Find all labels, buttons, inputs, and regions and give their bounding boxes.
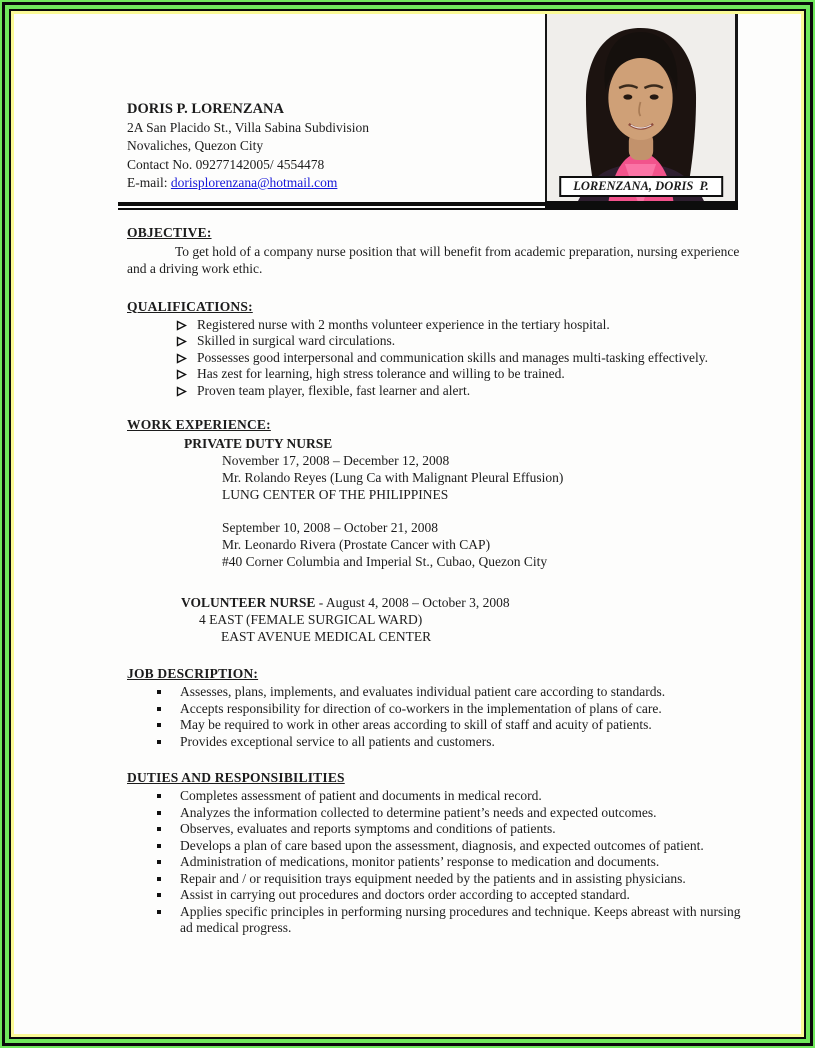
qualifications-list [127, 317, 743, 400]
square-bullet-icon [157, 887, 180, 904]
square-bullet-icon [157, 788, 180, 805]
duty-text: Analyzes the information collected to determine patient’s needs and expected outcomes. [180, 804, 657, 820]
square-bullet-icon [157, 734, 180, 751]
list-item [127, 734, 743, 751]
job-description-text: May be required to work in other areas according to skill of staff and acuity of patients. [180, 717, 652, 732]
list-item [127, 350, 743, 367]
contact-number: Contact No. 09277142005/ 4554478 [127, 156, 325, 172]
volunteer-title: VOLUNTEER NURSE [181, 595, 316, 610]
volunteer-dates: - August 4, 2008 – October 3, 2008 [315, 595, 510, 610]
list-item [127, 333, 743, 350]
email-link[interactable]: dorisplorenzana@hotmail.com [170, 175, 338, 190]
arrow-bullet-icon [176, 383, 197, 400]
qualification-text: Proven team player, flexible, fast learner and alert. [197, 382, 471, 398]
entry-location: #40 Corner Columbia and Imperial St., Cubao, Quezon City [222, 554, 548, 569]
qualification-text: Possesses good interpersonal and communication skills and manages multi-tasking effectively. [197, 349, 709, 365]
entry-location: LUNG CENTER OF THE PHILIPPINES [222, 487, 449, 502]
duty-text: Repair and / or requisition trays equipment needed by the patients and in assisting physicians. [180, 870, 686, 886]
applicant-name: DORIS P. LORENZANA [127, 101, 284, 117]
duty-text: Completes assessment of patient and documents in medical record. [180, 788, 542, 803]
photo-name-caption: LORENZANA, DORIS P. [559, 176, 723, 197]
list-item [127, 701, 743, 718]
work-experience-heading: WORK EXPERIENCE: [127, 417, 271, 432]
list-item [127, 904, 743, 937]
entry-dates: November 17, 2008 – December 12, 2008 [222, 453, 450, 468]
duties-heading: DUTIES AND RESPONSIBILITIES [127, 770, 345, 785]
applicant-photo [545, 14, 738, 210]
list-item [127, 317, 743, 334]
section-objective [127, 225, 743, 277]
job-description-heading: JOB DESCRIPTION: [127, 666, 259, 681]
square-bullet-icon [157, 684, 180, 701]
address-line-1: 2A San Placido St., Villa Sabina Subdivision [127, 119, 369, 135]
address-line-2: Novaliches, Quezon City [127, 138, 264, 153]
work-entry [222, 452, 743, 503]
email-label: E-mail: [127, 175, 171, 190]
square-bullet-icon [157, 838, 180, 855]
objective-text: To get hold of a company nurse position that will benefit from academic preparation, nursing experience and a driving work ethic. [127, 243, 740, 276]
list-item [127, 871, 743, 888]
job-title-private-duty-nurse: PRIVATE DUTY NURSE [184, 436, 333, 451]
list-item [127, 887, 743, 904]
list-item [127, 854, 743, 871]
duty-text: Assist in carrying out procedures and doctors order according to accepted standard. [180, 887, 630, 902]
objective-heading: OBJECTIVE: [127, 224, 212, 240]
list-item [127, 383, 743, 400]
arrow-bullet-icon [176, 366, 197, 383]
photo-frame-bottom-bar [545, 201, 738, 210]
square-bullet-icon [157, 821, 180, 838]
square-bullet-icon [157, 904, 180, 937]
square-bullet-icon [157, 854, 180, 871]
entry-dates: September 10, 2008 – October 21, 2008 [222, 520, 438, 535]
entry-ward: 4 EAST (FEMALE SURGICAL WARD) [199, 612, 423, 627]
duties-list [127, 788, 743, 937]
resume-body [127, 225, 743, 937]
list-item [127, 717, 743, 734]
job-description-text: Accepts responsibility for direction of co-workers in the implementation of plans of care. [180, 700, 662, 716]
qualifications-heading: QUALIFICATIONS: [127, 298, 253, 314]
list-item [127, 838, 743, 855]
square-bullet-icon [157, 805, 180, 822]
square-bullet-icon [157, 717, 180, 734]
work-entry-volunteer [127, 594, 743, 645]
duty-text: Develops a plan of care based upon the assessment, diagnosis, and expected outcomes of patient. [180, 837, 704, 853]
job-description-text: Provides exceptional service to all patients and customers. [180, 733, 495, 749]
arrow-bullet-icon [176, 350, 197, 367]
section-qualifications [127, 299, 743, 400]
list-item [127, 366, 743, 383]
work-entry [222, 519, 743, 570]
arrow-bullet-icon [176, 333, 197, 350]
entry-location: EAST AVENUE MEDICAL CENTER [221, 629, 432, 644]
list-item [127, 788, 743, 805]
entry-patient: Mr. Leonardo Rivera (Prostate Cancer with CAP) [222, 537, 491, 552]
qualification-text: Registered nurse with 2 months volunteer experience in the tertiary hospital. [197, 316, 610, 332]
duty-text: Observes, evaluates and reports symptoms and conditions of patients. [180, 821, 556, 836]
list-item [127, 805, 743, 822]
list-item [127, 821, 743, 838]
square-bullet-icon [157, 871, 180, 888]
section-job-description [127, 666, 743, 750]
list-item [127, 684, 743, 701]
section-duties [127, 770, 743, 937]
duty-text: Administration of medications, monitor patients’ response to medication and documents. [180, 854, 660, 869]
entry-patient: Mr. Rolando Reyes (Lung Ca with Malignant Pleural Effusion) [222, 470, 564, 485]
job-title-volunteer-nurse [181, 594, 743, 611]
job-description-text: Assesses, plans, implements, and evaluates individual patient care according to standards. [180, 684, 666, 699]
job-description-list [127, 684, 743, 750]
qualification-text: Skilled in surgical ward circulations. [197, 333, 396, 348]
duty-text: Applies specific principles in performing nursing procedures and technique. Keeps abreast with nursing ad medical progress. [180, 903, 741, 935]
resume-page [14, 14, 801, 1034]
qualification-text: Has zest for learning, high stress tolerance and willing to be trained. [197, 366, 565, 381]
section-work-experience [127, 417, 743, 645]
arrow-bullet-icon [176, 317, 197, 334]
square-bullet-icon [157, 701, 180, 718]
